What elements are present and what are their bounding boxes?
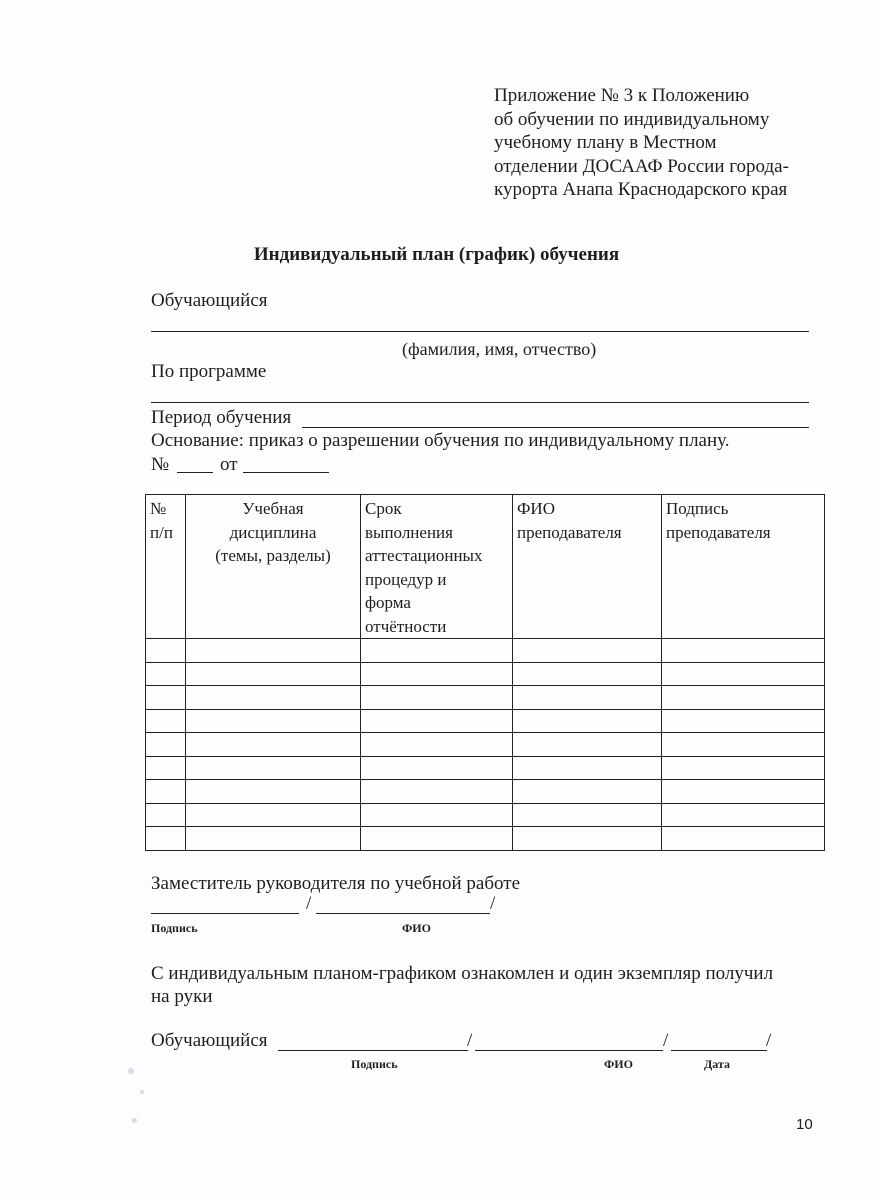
deputy-fio-caption: ФИО	[402, 921, 431, 935]
period-line[interactable]	[302, 427, 809, 428]
appendix-line: Приложение № 3 к Положению	[494, 85, 750, 106]
program-line[interactable]	[151, 402, 809, 403]
deputy-fio-line[interactable]	[316, 913, 490, 914]
table-row	[146, 686, 825, 710]
student-signature-caption: Подпись	[351, 1057, 398, 1071]
header-teacher-signature: Подпись преподавателя	[662, 495, 825, 639]
page-number: 10	[796, 1116, 813, 1133]
scan-speck	[128, 1068, 134, 1074]
deputy-label: Заместитель руководителя по учебной работе	[151, 873, 521, 894]
separator-slash: /	[306, 893, 312, 914]
separator-slash: /	[766, 1030, 772, 1051]
scan-speck	[132, 1118, 137, 1123]
appendix-line: об обучении по индивидуальному	[494, 108, 770, 130]
order-no-line[interactable]	[177, 472, 213, 473]
table-row	[146, 827, 825, 851]
table-row	[146, 662, 825, 686]
student-name-line[interactable]	[151, 331, 809, 332]
table-row	[146, 780, 825, 804]
acknowledgement-line-2: на руки	[151, 986, 213, 1007]
program-label: По программе	[151, 361, 267, 382]
separator-slash: /	[490, 893, 496, 914]
table-row	[146, 733, 825, 757]
appendix-line: учебному плану в Местном	[494, 132, 717, 153]
appendix-line: отделении ДОСААФ России города-	[494, 155, 789, 177]
header-deadline: Срок выполнения аттестационных процедур и форма отчётности	[361, 495, 513, 639]
header-discipline: Учебная дисциплина (темы, разделы)	[186, 495, 361, 639]
student-fio-line[interactable]	[475, 1050, 663, 1051]
student-fio-caption: ФИО	[604, 1057, 633, 1071]
order-no-label: №	[151, 454, 170, 475]
student-date-caption: Дата	[704, 1057, 730, 1071]
student-label: Обучающийся	[151, 290, 268, 311]
document-title: Индивидуальный план (график) обучения	[253, 244, 620, 265]
appendix-note	[494, 84, 834, 202]
header-number: № п/п	[146, 495, 186, 639]
header-teacher-name: ФИО преподавателя	[513, 495, 662, 639]
order-from-label: от	[220, 454, 238, 475]
table-header-row	[146, 495, 825, 639]
scan-speck	[140, 1090, 144, 1094]
student-sign-label: Обучающийся	[151, 1030, 268, 1051]
table-row	[146, 803, 825, 827]
plan-table	[145, 494, 825, 851]
appendix-line: курорта Анапа Краснодарского края	[494, 179, 788, 200]
separator-slash: /	[663, 1030, 669, 1051]
table-row	[146, 756, 825, 780]
period-label: Период обучения	[151, 407, 292, 428]
table-row	[146, 639, 825, 663]
deputy-signature-caption: Подпись	[151, 921, 198, 935]
acknowledgement-line-1: С индивидуальным планом-графиком ознакомлен и один экземпляр получил	[151, 963, 774, 984]
name-caption: (фамилия, имя, отчество)	[402, 339, 597, 359]
student-signature-line[interactable]	[278, 1050, 468, 1051]
separator-slash: /	[467, 1030, 473, 1051]
table-row	[146, 709, 825, 733]
basis-text: Основание: приказ о разрешении обучения по индивидуальному плану.	[151, 430, 730, 451]
order-date-line[interactable]	[243, 472, 329, 473]
deputy-signature-line[interactable]	[151, 913, 299, 914]
student-date-line[interactable]	[671, 1050, 767, 1051]
